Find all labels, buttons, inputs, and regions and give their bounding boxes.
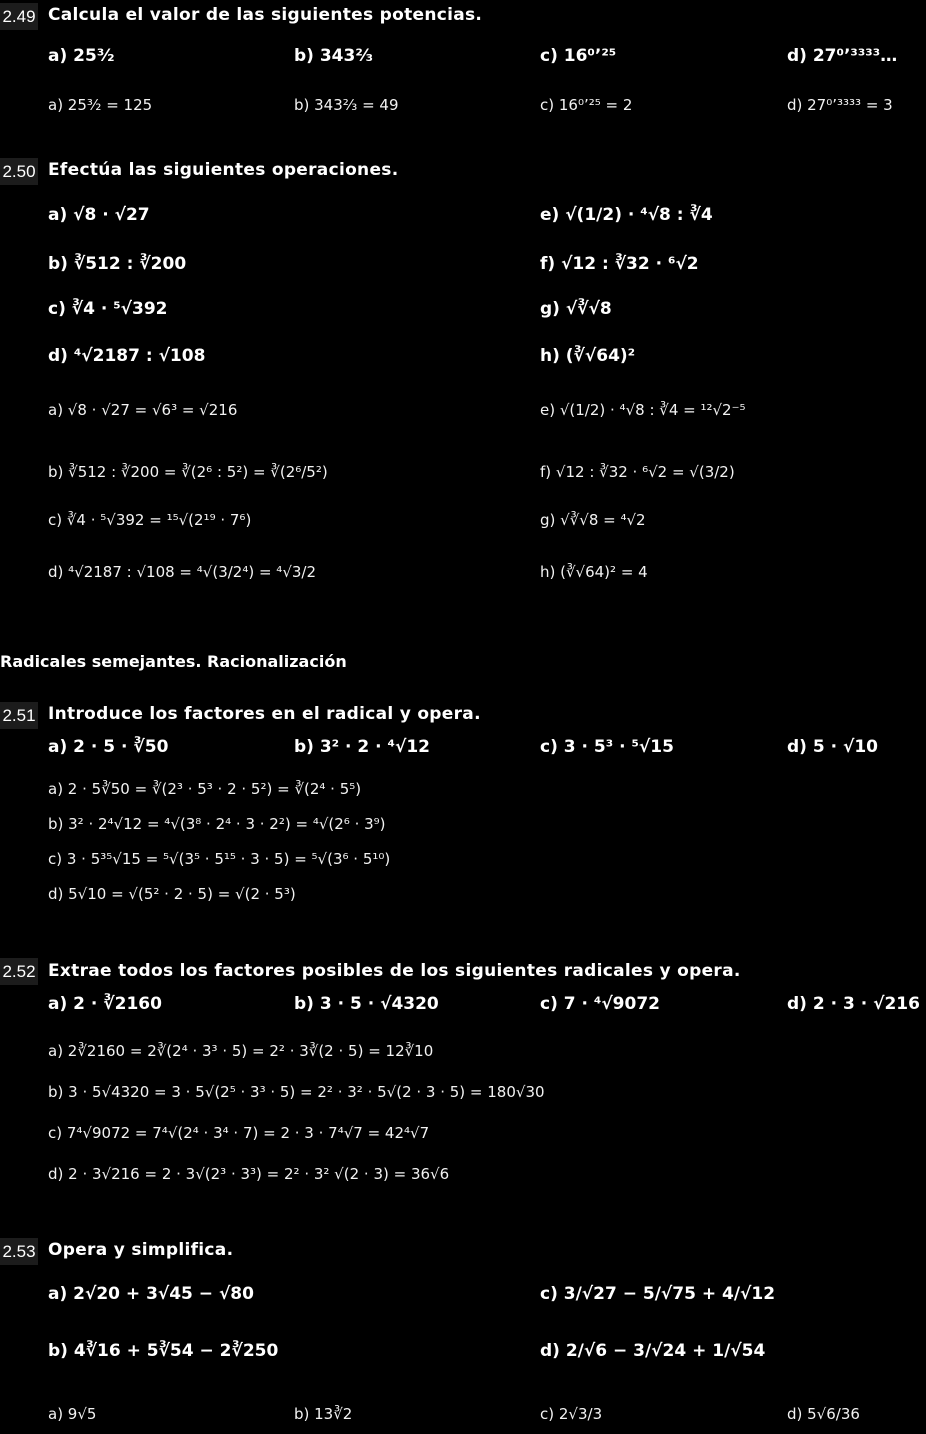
answer-f: f) √12 : ∛32 · ⁶√2 = √(3/2)	[540, 463, 735, 481]
exercise-d: d) 2 · 3 · √216	[787, 994, 920, 1014]
exercise-c: c) 16⁰’²⁵	[540, 46, 617, 66]
problem-title: Introduce los factores en el radical y opera.	[48, 704, 481, 724]
problem-number: 2.52	[0, 958, 38, 985]
answer-d: d) 27⁰’³³³³ = 3	[787, 96, 893, 114]
exercise-b: b) 3 · 5 · √4320	[294, 994, 439, 1014]
exercise-b: b) ∛512 : ∛200	[48, 254, 187, 274]
answer-b: b) 343²⁄₃ = 49	[294, 96, 399, 114]
exercise-a: a) 2 · 5 · ∛50	[48, 737, 169, 757]
answer-a: a) 2 · 5∛50 = ∛(2³ · 5³ · 2 · 5²) = ∛(2⁴ · 5⁵)	[48, 780, 362, 798]
answer-c: c) 3 · 5³⁵√15 = ⁵√(3⁵ · 5¹⁵ · 3 · 5) = ⁵√(3⁶ · 5¹⁰)	[48, 850, 391, 868]
exercise-f: f) √12 : ∛32 · ⁶√2	[540, 254, 699, 274]
section-title: Radicales semejantes. Racionalización	[0, 652, 347, 671]
answer-c: c) ∛4 · ⁵√392 = ¹⁵√(2¹⁹ · 7⁶)	[48, 511, 252, 529]
exercise-c: c) ∛4 · ⁵√392	[48, 299, 168, 319]
answer-d: d) ⁴√2187 : √108 = ⁴√(3/2⁴) = ⁴√3/2	[48, 563, 317, 581]
problem-number: 2.50	[0, 158, 38, 185]
exercise-d: d) 27⁰’³³³³…	[787, 46, 898, 66]
answer-h: h) (∛√64)² = 4	[540, 563, 648, 581]
exercise-a: a) √8 · √27	[48, 205, 150, 225]
answer-c: c) 7⁴√9072 = 7⁴√(2⁴ · 3⁴ · 7) = 2 · 3 · 7⁴√7 = 42⁴√7	[48, 1124, 430, 1142]
answer-d: d) 5√6/36	[787, 1405, 860, 1423]
exercise-c: c) 7 · ⁴√9072	[540, 994, 660, 1014]
exercise-c: c) 3/√27 − 5/√75 + 4/√12	[540, 1284, 776, 1304]
answer-a: a) 25³⁄₂ = 125	[48, 96, 153, 114]
answer-c: c) 16⁰’²⁵ = 2	[540, 96, 633, 114]
answer-d: d) 2 · 3√216 = 2 · 3√(2³ · 3³) = 2² · 3² √(2 · 3) = 36√6	[48, 1165, 450, 1183]
answer-b: b) 13∛2	[294, 1405, 353, 1423]
answer-a: a) 2∛2160 = 2∛(2⁴ · 3³ · 5) = 2² · 3∛(2 · 5) = 12∛10	[48, 1042, 434, 1060]
exercise-e: e) √(1/2) · ⁴√8 : ∛4	[540, 205, 713, 225]
answer-c: c) 2√3/3	[540, 1405, 603, 1423]
problem-title: Extrae todos los factores posibles de los siguientes radicales y opera.	[48, 961, 741, 981]
exercise-d: d) 2/√6 − 3/√24 + 1/√54	[540, 1341, 766, 1361]
exercise-b: b) 4∛16 + 5∛54 − 2∛250	[48, 1341, 279, 1361]
problem-title: Opera y simplifica.	[48, 1240, 234, 1260]
answer-d: d) 5√10 = √(5² · 2 · 5) = √(2 · 5³)	[48, 885, 296, 903]
answer-b: b) ∛512 : ∛200 = ∛(2⁶ : 5²) = ∛(2⁶/5²)	[48, 463, 328, 481]
answer-e: e) √(1/2) · ⁴√8 : ∛4 = ¹²√2⁻⁵	[540, 401, 746, 419]
exercise-b: b) 343²⁄₃	[294, 46, 374, 66]
exercise-b: b) 3² · 2 · ⁴√12	[294, 737, 430, 757]
exercise-a: a) 2 · ∛2160	[48, 994, 162, 1014]
exercise-a: a) 25³⁄₂	[48, 46, 115, 66]
answer-b: b) 3 · 5√4320 = 3 · 5√(2⁵ · 3³ · 5) = 2² · 3² · 5√(2 · 3 · 5) = 180√30	[48, 1083, 545, 1101]
exercise-h: h) (∛√64)²	[540, 346, 636, 366]
problem-title: Efectúa las siguientes operaciones.	[48, 160, 399, 180]
problem-title: Calcula el valor de las siguientes potencias.	[48, 5, 483, 25]
problem-number: 2.49	[0, 3, 38, 30]
exercise-c: c) 3 · 5³ · ⁵√15	[540, 737, 674, 757]
answer-b: b) 3² · 2⁴√12 = ⁴√(3⁸ · 2⁴ · 3 · 2²) = ⁴√(2⁶ · 3⁹)	[48, 815, 386, 833]
problem-number: 2.53	[0, 1238, 38, 1265]
problem-number: 2.51	[0, 702, 38, 729]
answer-g: g) √∛√8 = ⁴√2	[540, 511, 646, 529]
exercise-a: a) 2√20 + 3√45 − √80	[48, 1284, 254, 1304]
exercise-d: d) 5 · √10	[787, 737, 878, 757]
exercise-g: g) √∛√8	[540, 299, 612, 319]
answer-a: a) √8 · √27 = √6³ = √216	[48, 401, 238, 419]
exercise-d: d) ⁴√2187 : √108	[48, 346, 206, 366]
answer-a: a) 9√5	[48, 1405, 97, 1423]
